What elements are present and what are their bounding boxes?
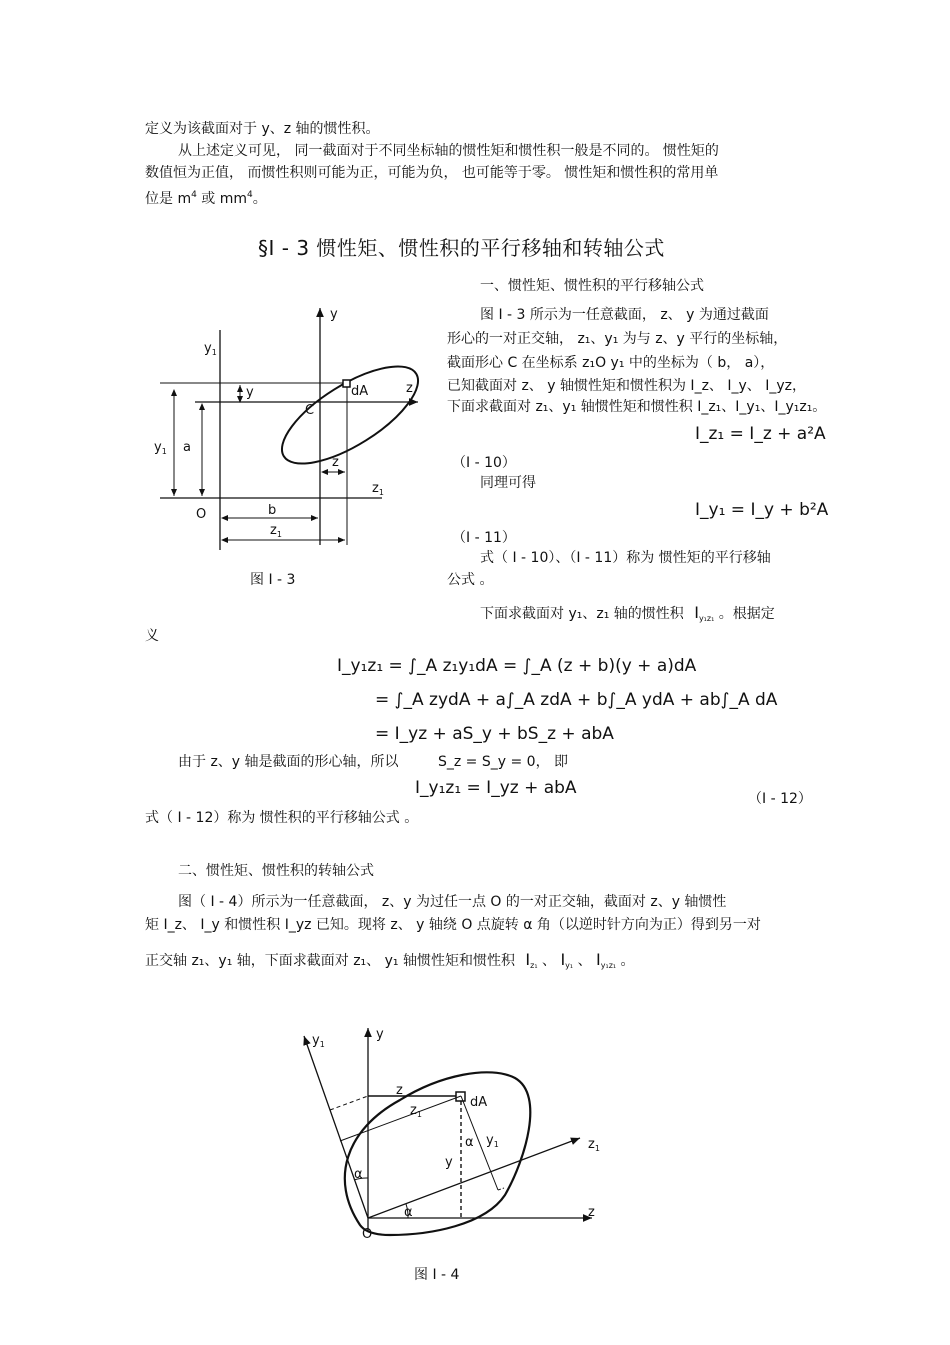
paragraph-line — [480, 604, 775, 628]
label-y1: $y_1$ — [204, 341, 217, 357]
derivation-line-1: I_y₁z₁ = ∫_A z₁y₁dA = ∫_A (z + b)(y + a)dA — [337, 656, 697, 676]
paragraph-line: 矩 I_z、 I_y 和惯性积 I_yz 已知。现将 z、 y 轴绕 O 点旋转 α 角（以逆时针方向为正）得到另一对 — [145, 917, 761, 933]
paragraph-line: 数值恒为正值， 而惯性积则可能为正，可能为负， 也可能等于零。 惯性矩和惯性积的常用单 — [145, 165, 719, 181]
text-span: 下面求截面对 y₁、z₁ 轴的惯性积 — [480, 606, 684, 622]
label-z: z — [396, 1083, 403, 1098]
paragraph-line: S_z = S_y = 0， 即 — [438, 754, 569, 770]
label-y1: $y_1$ — [312, 1033, 325, 1049]
label-y: y — [376, 1027, 384, 1042]
label-y1-dim: $y_1$ — [486, 1133, 499, 1149]
paragraph-line: 图 I - 3 所示为一任意截面， z、 y 为通过截面 — [480, 307, 769, 323]
equation-11: I_y₁ = I_y + b²A — [695, 500, 829, 520]
label-z1: $z_1$ — [372, 481, 384, 497]
label-y1-dim: $y_1$ — [154, 440, 167, 456]
paragraph-line: 定义为该截面对于 y、z 轴的惯性积。 — [145, 121, 380, 137]
label-a: a — [183, 440, 191, 455]
equation-12: I_y₁z₁ = I_yz + abA — [415, 778, 577, 798]
equation-number: （I - 11） — [452, 530, 516, 546]
equation-number: （I - 12） — [748, 791, 812, 807]
label-alpha-1: α — [465, 1135, 474, 1150]
paragraph-line: 从上述定义可见， 同一截面对于不同坐标轴的惯性矩和惯性积一般是不同的。 惯性矩的 — [178, 143, 719, 159]
paragraph-line: 公式 。 — [447, 572, 494, 588]
label-C: C — [305, 403, 315, 418]
derivation-line-2: = ∫_A zydA + a∫_A zdA + b∫_A ydA + ab∫_A dA — [375, 690, 778, 710]
derivation-line-3: = I_yz + aS_y + bS_z + abA — [375, 724, 614, 744]
label-dA: dA — [470, 1095, 488, 1110]
dA-element — [343, 380, 350, 387]
text-span: 或 mm — [201, 191, 248, 207]
equation-number: （I - 10） — [452, 455, 516, 471]
text-span: 正交轴 z₁、y₁ 轴，下面求截面对 z₁、 y₁ 轴惯性矩和惯性积 — [145, 953, 515, 969]
paragraph-line: 式（ I - 10）、（I - 11）称为 惯性矩的平行移轴 — [480, 550, 771, 566]
paragraph-line: 正交轴 z₁、y₁ 轴，下面求截面对 z₁、 y₁ 轴惯性矩和惯性积 $I_{z_1}$ 、 $I_{y_1}$ 、 $I_{y_1z_1}$ 。 — [145, 950, 635, 970]
figure-caption: 图 I - 3 — [250, 572, 296, 588]
label-alpha-3: α — [404, 1205, 413, 1220]
symbol-Iz1: $I_{z_1}$ — [525, 950, 538, 970]
y1-axis — [304, 1036, 368, 1218]
exponent: 4 — [247, 190, 253, 200]
subsection-heading: 一、惯性矩、惯性积的平行移轴公式 — [480, 278, 704, 294]
label-z: z — [406, 381, 413, 396]
text-span: 。 — [252, 191, 267, 207]
label-z1-dim: $z_1$ — [410, 1103, 422, 1119]
paragraph-line: 已知截面对 z、 y 轴惯性矩和惯性积为 I_z、 I_y、 I_yz， — [447, 378, 806, 394]
text-span: 。根据定 — [718, 606, 775, 622]
label-O: O — [362, 1227, 373, 1242]
text-span: 位是 m — [145, 191, 192, 207]
paragraph-line: 图（ I - 4）所示为一任意截面， z、y 为过任一点 O 的一对正交轴，截面对 z、y 轴惯性 — [178, 894, 727, 910]
equation-10: I_z₁ = I_z + a²A — [695, 424, 826, 444]
z1-axis — [368, 1138, 580, 1218]
paragraph-line: 义 — [145, 628, 159, 644]
paragraph-line: 截面形心 C 在坐标系 z₁O y₁ 中的坐标为（ b， a）， — [447, 355, 775, 371]
label-z1-dim: $z_1$ — [270, 523, 282, 539]
paragraph-line: 同理可得 — [480, 475, 536, 491]
section-outline — [268, 348, 432, 482]
label-alpha-2: α — [354, 1167, 363, 1182]
section-title: §I - 3 惯性矩、惯性积的平行移轴和转轴公式 — [258, 236, 665, 260]
symbol-I: $I_{y_1z_1}$ — [694, 603, 715, 623]
figure-caption: 图 I - 4 — [414, 1267, 460, 1283]
figure-i4 — [290, 1020, 610, 1260]
label-y-dim: y — [246, 385, 254, 400]
label-z: z — [588, 1205, 595, 1220]
label-b: b — [268, 503, 277, 518]
label-O: O — [196, 507, 207, 522]
figure-i3 — [150, 300, 450, 570]
label-z-dim: z — [332, 455, 339, 470]
exponent: 4 — [191, 190, 197, 200]
paragraph-line: 式（ I - 12）称为 惯性积的平行移轴公式 。 — [145, 810, 419, 826]
label-z1: $z_1$ — [588, 1137, 600, 1153]
paragraph-line — [145, 186, 267, 208]
paragraph-line: 下面求截面对 z₁、y₁ 轴惯性矩和惯性积 I_z₁、I_y₁、I_y₁z₁。 — [447, 399, 827, 415]
label-y: y — [330, 307, 338, 322]
label-dA: dA — [351, 384, 369, 399]
paragraph-line: 由于 z、y 轴是截面的形心轴，所以 — [178, 754, 399, 770]
symbol-Iy1z1: $I_{y_1z_1}$ — [596, 950, 617, 970]
label-y-dim: y — [445, 1155, 453, 1170]
subsection-heading: 二、惯性矩、惯性积的转轴公式 — [178, 863, 374, 879]
paragraph-line: 形心的一对正交轴， z₁、y₁ 为与 z、y 平行的坐标轴， — [447, 331, 788, 347]
symbol-Iy1: $I_{y_1}$ — [560, 950, 574, 970]
